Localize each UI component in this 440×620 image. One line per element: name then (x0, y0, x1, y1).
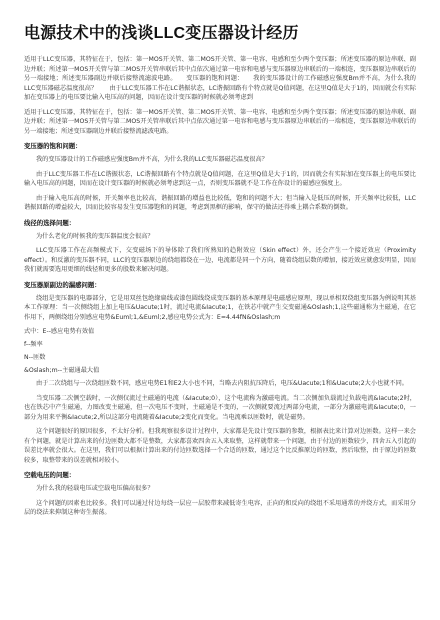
paragraph: 为什么我的轻载电压或空载电压偏高很多？ (36, 485, 154, 492)
paragraph: 绕组是变压器的电器部分，它是用双丝包绝缘扁线或漆包圆线绕成变压器的基本原理是电磁感应原理，现以单相双绕组变压器为例说明其基本工作原理：当一次侧绕组上加上电压&Uacute;1时，流过电流&Iacute;1，在铁芯中就产生交变磁通&Oslash;1,这些磁通称为主磁通，在它作用下，两侧绕组分别感应电势&Euml;1,&Euml;2,感应电势公式为：E=4.44fN&Oslash;m (24, 294, 416, 321)
paragraph: 这个问题的因素也比较多。我们可以通过付边每绕一层应一层胶带来减低寄生电容，正向的和反向的绕组不采用通常的并绕方式，而采用分层的绕法来抑制这种寄生振荡。 (24, 499, 416, 516)
paragraph: 当变压器二次侧空载时，一次侧仅流过主磁通的电流（&Iacute;0），这个电流称为激磁电流。当二次侧加负载流过负载电流&Iacute;2时，也在铁芯中产生磁通，力图改变主磁通，但一次电压不变时，主磁通是不变的，一次侧就要流过两部分电流，一部分为激磁电流&Iacute;0，一部分为用来平衡&Iacute;2,所以这部分电流随着&Iacute;2变化而变化。当电流乘以匝数时，就是磁势。 (24, 394, 416, 421)
formula-line: f--频率 (24, 341, 43, 348)
paragraph: 这个问题很好的原因很多，不太好分析。但我观察很多设计过程中，大家都是先设计变压器的参数，根据表比来计算对边匝数。这样一来会有个问题，就是计算出来的付边匝数大都不是整数，大家都喜欢四舍五入来取整，这样就带来一个问题，由于付边的匝数较少，四舍五入引起的误差比率就会很大。在这里，我们可以根据计算出来的付边匝数选择一个合适的匝数，通过这个比反推原边的匝数，然后取整，由于原边的匝数较多，取整带来的误差就相对较小。 (24, 428, 416, 464)
formula-line: &Oslash;m--主磁通最大值 (24, 367, 100, 374)
formula-line: N--匝数 (24, 354, 46, 361)
section-heading-wire: 线径的选择问题： (24, 218, 76, 227)
section-heading-leakage: 变压器原副边的漏感问题： (24, 280, 101, 289)
paragraph: 由于LLC变压器工作在LC谐振状态，LC谐振回路有个特点就是Q值问题，在这里Q值是大于1的，因而就会有实际加在变压器上的电压要比输入电压高的问题，因而在设计变压器的时候就必须考虑到这一点，否则变压器就不是工作在你设计的磁感应强度上。 (24, 170, 416, 187)
intro-paragraph-2: 适用于LLC变压器，其特征在于，包括：第一MOS开关管、第二MOS开关管、第一电容、电感和至少两个变压器；所述变压器的原边串联、副边并联；所述第一MOS开关管与第二MOS开关管串联后其中点依次通过第一电容和电感与变压器原边串联后的一端相连，变压器原边串联后的另一端接地；所述变压器副边并联后接整流滤波电路。 (24, 108, 416, 135)
section-heading-saturation: 变压器的饱和问题： (24, 142, 82, 150)
formula-line: 式中：E--感应电势有效值 (24, 328, 95, 335)
section-heading-noload: 空载电压的问题： (24, 471, 76, 479)
paragraph: 我的变压器设计的工作磁感应强度Bm并不高，为什么我的LLC变压器磁芯温度很高？ (36, 156, 268, 163)
paragraph: LLC变压器工作在高频模式下，交变磁场下的导体除了我们所熟知的趋附效应（Skin effect）外，还会产生一个接近效应（Proximity effect）。和反激的变压器不同，LLC的变压器原边的绕组都绕在一边，电流都是同一个方向，随着绕组层数的增加，接近效应就愈发明显，因而我们就需要选用更细的线径和更多的股数来解决问题。 (24, 247, 416, 273)
intro-paragraph-1: 适用于LLC变压器，其特征在于，包括：第一MOS开关管、第二MOS开关管、第一电容、电感和至少两个变压器；所述变压器的原边串联、副边并联；所述第一MOS开关管与第二MOS开关管串联后其中点依次通过第一电容和电感与变压器原边串联后的一端相连，变压器原边串联后的另一端接地；所述变压器副边并联后接整流滤波电路。 变压器的饱和问题： 我的变压器设计的工作磁感应强度Bm并不高，为什么我的LLC变压器磁芯温度很高？ 由于LLC变压器工作在LC谐振状态，LC谐振回路有个特点就是Q值问题，在这里Q值是大于1的，因而就会有实际加在变压器上的电压要比输入电压高的问题，因而在设计变压器的时候就必须考虑到 (24, 56, 416, 101)
paragraph: 为什么老化的时候我的变压器温度会很高？ (36, 232, 154, 240)
document-title: 电源技术中的浅谈LLC变压器设计经历 (24, 25, 299, 42)
paragraph: 由于二次绕组与一次绕组匝数不同，感应电势E1和E2大小也不同，当略去内阻抗压降后，电压&Uacute;1和&Uacute;2大小也就不同。 (36, 380, 408, 387)
paragraph: 由于输入电压高的时候，开关频率也比较高，谐振回路的增益也比较低，饱和的问题不大；但当输入是低压的时候，开关频率比较低，LLC谐振回路的增益较大，因而比较容易发生变压器饱和的问题，考虑到黑框的影响，保守的做法还得乘上耦合系数的倒数。 (24, 194, 416, 211)
